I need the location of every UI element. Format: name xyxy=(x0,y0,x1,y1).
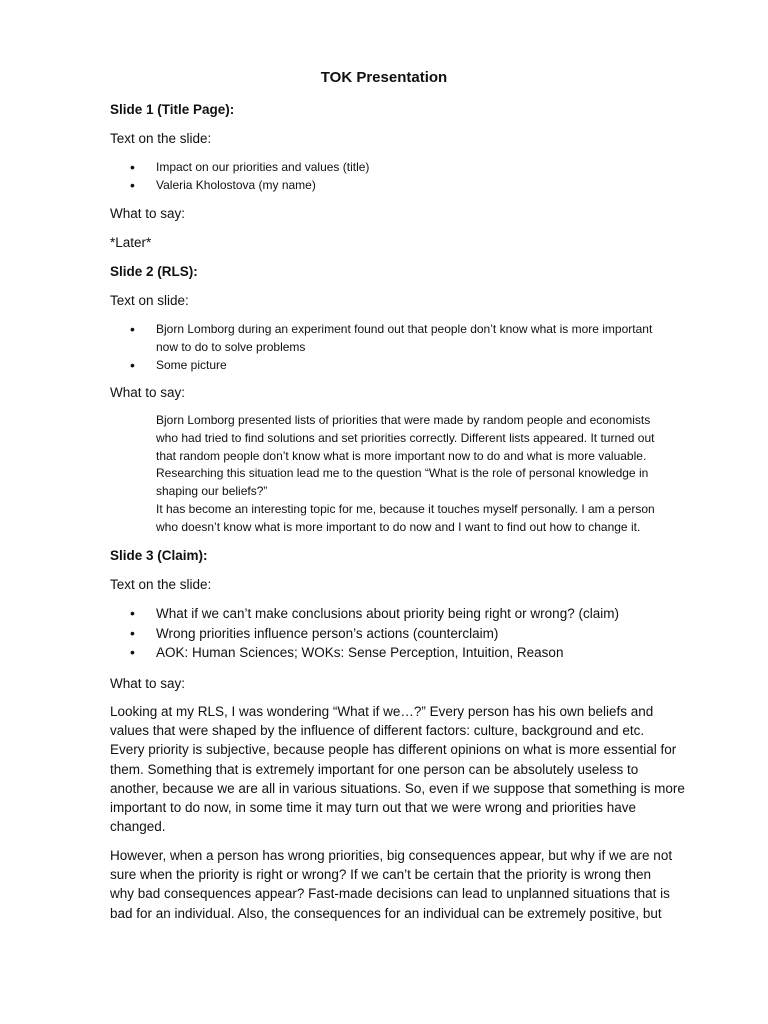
slide3-paragraph-2 xyxy=(110,846,672,923)
slide1-text-label: Text on the slide: xyxy=(110,131,212,146)
text-line: another, because we are all in various situations. So, even if we suppose that something is more xyxy=(110,780,685,796)
slide1-say-label: What to say: xyxy=(110,206,186,221)
slide1-heading: Slide 1 (Title Page): xyxy=(110,102,235,117)
text-line: that random people don’t know what is more important now to do and what is more valuable. xyxy=(156,448,647,463)
slide1-bullet-list xyxy=(130,158,369,194)
text-line: who doesn’t know what is more important to do now and I want to find out how to change it. xyxy=(156,519,641,534)
slide3-heading: Slide 3 (Claim): xyxy=(110,548,208,563)
text-line: who had tried to find solutions and set priorities correctly. Different lists appeared. It turned out xyxy=(156,430,655,445)
slide3-paragraph-1 xyxy=(110,702,685,836)
text-line: Researching this situation lead me to the question “What is the role of personal knowledge in xyxy=(156,466,649,481)
text-line: why bad consequences appear? Fast-made decisions can lead to unplanned situations that is xyxy=(110,886,670,902)
slide2-say-block xyxy=(156,412,655,537)
list-item-line: • Bjorn Lomborg during an experiment found out that people don’t know what is more important xyxy=(156,322,653,336)
text-line: shaping our beliefs?” xyxy=(156,484,268,499)
text-line: bad for an individual. Also, the consequences for an individual can be extremely positive, but xyxy=(110,905,662,921)
list-item xyxy=(130,320,652,356)
text-line: important to do now, in some time it may turn out that we were wrong and priorities have xyxy=(110,800,637,816)
text-line: them. Something that is extremely important for one person can be absolutely useless to xyxy=(110,761,639,777)
slide1-say-text: *Later* xyxy=(110,235,152,250)
slide2-say-label: What to say: xyxy=(110,385,186,400)
list-item: • Valeria Kholostova (my name) xyxy=(130,176,369,194)
list-item-line: now to do to solve problems xyxy=(156,340,306,354)
slide3-bullet-list xyxy=(130,604,619,663)
text-line: sure when the priority is right or wrong? If we can’t be certain that the priority is wrong then xyxy=(110,867,652,883)
list-item: • Wrong priorities influence person’s actions (counterclaim) xyxy=(130,624,619,644)
text-line: changed. xyxy=(110,819,166,835)
list-item: • What if we can’t make conclusions about priority being right or wrong? (claim) xyxy=(130,604,619,624)
list-item: • AOK: Human Sciences; WOKs: Sense Perception, Intuition, Reason xyxy=(130,643,619,663)
slide2-bullet-list xyxy=(130,320,652,374)
text-line: Looking at my RLS, I was wondering “What if we…?” Every person has his own beliefs and xyxy=(110,704,654,719)
list-item: • Some picture xyxy=(130,356,652,374)
slide3-text-label: Text on the slide: xyxy=(110,577,212,592)
text-line: Every priority is subjective, because people has different opinions on what is more essential for xyxy=(110,742,677,758)
text-line: values that were shaped by the influence of different factors: culture, background and etc. xyxy=(110,723,645,739)
text-line: Bjorn Lomborg presented lists of priorities that were made by random people and economists xyxy=(156,413,651,427)
slide3-say-label: What to say: xyxy=(110,676,186,691)
slide2-text-label: Text on slide: xyxy=(110,293,189,308)
text-line: It has become an interesting topic for me, because it touches myself personally. I am a person xyxy=(156,501,655,516)
document-title: TOK Presentation xyxy=(320,69,448,86)
list-item: • Impact on our priorities and values (title) xyxy=(130,158,369,176)
text-line: However, when a person has wrong priorities, big consequences appear, but why if we are not xyxy=(110,848,673,863)
slide2-heading: Slide 2 (RLS): xyxy=(110,264,198,279)
